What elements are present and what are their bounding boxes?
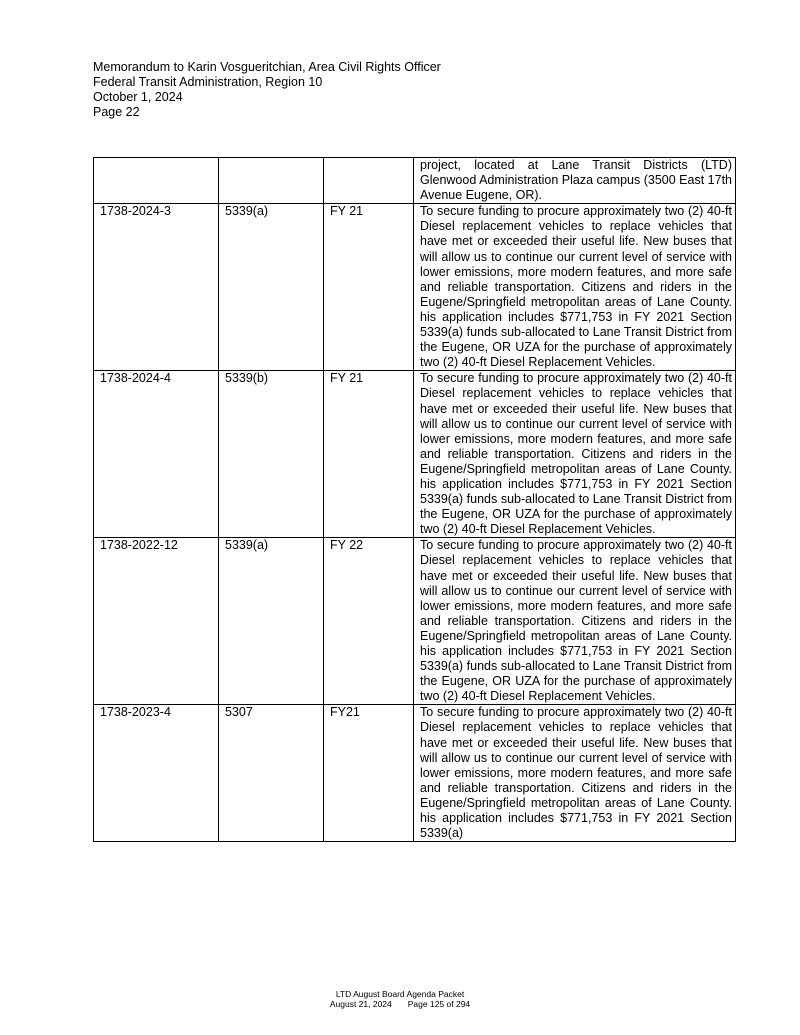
table-row	[94, 538, 736, 705]
memo-date: October 1, 2024	[93, 90, 183, 104]
table-row	[94, 371, 736, 538]
description-cell: To secure funding to procure approximately two (2) 40-ft Diesel replacement vehicles to replace vehicles that have met or exceeded their useful life. New buses that will allow us to continue our current level of service with lower emissions, more modern features, and more safe and reliable transportation. Citizens and riders in the Eugene/Springfield metropolitan areas of Lane County. his application includes $771,753 in FY 2021 Section 5339(a) funds sub-allocated to Lane Transit District from the Eugene, OR UZA for the purchase of approximately two (2) 40-ft Diesel Replacement Vehicles.	[414, 371, 736, 538]
grant-id-cell: 1738-2022-12	[94, 538, 219, 705]
fiscal-year-cell	[324, 158, 414, 204]
page-footer	[0, 989, 800, 1009]
grants-table	[93, 157, 736, 842]
footer-date: August 21, 2024	[329, 999, 392, 1009]
grant-id-cell: 1738-2024-3	[94, 204, 219, 371]
memo-page-number: Page 22	[93, 105, 140, 119]
description-cell: To secure funding to procure approximately two (2) 40-ft Diesel replacement vehicles to replace vehicles that have met or exceeded their useful life. New buses that will allow us to continue our current level of service with lower emissions, more modern features, and more safe and reliable transportation. Citizens and riders in the Eugene/Springfield metropolitan areas of Lane County. his application includes $771,753 in FY 2021 Section 5339(a)	[414, 705, 736, 842]
footer-page-count: Page 125 of 294	[407, 999, 471, 1009]
program-cell: 5339(a)	[219, 204, 324, 371]
table-row	[94, 158, 736, 204]
footer-date-page	[0, 999, 800, 1009]
grant-id-cell	[94, 158, 219, 204]
table-row	[94, 705, 736, 842]
fiscal-year-cell: FY21	[324, 705, 414, 842]
table-row	[94, 204, 736, 371]
description-cell: project, located at Lane Transit Districts (LTD) Glenwood Administration Plaza campus (3500 East 17th Avenue Eugene, OR).	[414, 158, 736, 204]
program-cell: 5339(a)	[219, 538, 324, 705]
memo-recipient: Memorandum to Karin Vosgueritchian, Area Civil Rights Officer	[93, 60, 441, 74]
program-cell	[219, 158, 324, 204]
grant-id-cell: 1738-2023-4	[94, 705, 219, 842]
footer-packet-title: LTD August Board Agenda Packet	[335, 989, 465, 999]
memo-agency: Federal Transit Administration, Region 10	[93, 75, 323, 89]
grant-id-cell: 1738-2024-4	[94, 371, 219, 538]
fiscal-year-cell: FY 21	[324, 371, 414, 538]
fiscal-year-cell: FY 22	[324, 538, 414, 705]
description-cell: To secure funding to procure approximately two (2) 40-ft Diesel replacement vehicles to replace vehicles that have met or exceeded their useful life. New buses that will allow us to continue our current level of service with lower emissions, more modern features, and more safe and reliable transportation. Citizens and riders in the Eugene/Springfield metropolitan areas of Lane County. his application includes $771,753 in FY 2021 Section 5339(a) funds sub-allocated to Lane Transit District from the Eugene, OR UZA for the purchase of approximately two (2) 40-ft Diesel Replacement Vehicles.	[414, 538, 736, 705]
program-cell: 5307	[219, 705, 324, 842]
program-cell: 5339(b)	[219, 371, 324, 538]
fiscal-year-cell: FY 21	[324, 204, 414, 371]
memo-header	[93, 60, 441, 120]
description-cell: To secure funding to procure approximately two (2) 40-ft Diesel replacement vehicles to replace vehicles that have met or exceeded their useful life. New buses that will allow us to continue our current level of service with lower emissions, more modern features, and more safe and reliable transportation. Citizens and riders in the Eugene/Springfield metropolitan areas of Lane County. his application includes $771,753 in FY 2021 Section 5339(a) funds sub-allocated to Lane Transit District from the Eugene, OR UZA for the purchase of approximately two (2) 40-ft Diesel Replacement Vehicles.	[414, 204, 736, 371]
